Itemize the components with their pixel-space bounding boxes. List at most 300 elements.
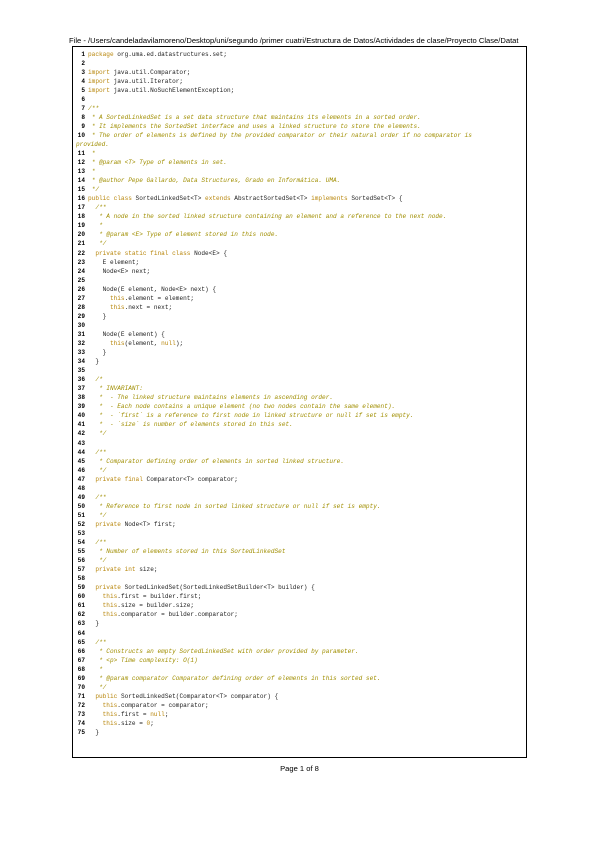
code-line bbox=[73, 59, 526, 68]
code-listing bbox=[73, 50, 526, 738]
code-line bbox=[73, 203, 526, 212]
comment-token: * Comparator defining order of elements in sorted linked structure. bbox=[88, 457, 344, 465]
line-number: 18 bbox=[77, 213, 85, 221]
line-number: 62 bbox=[77, 611, 85, 619]
code-line bbox=[73, 448, 526, 457]
line-text bbox=[88, 258, 139, 267]
line-number: 65 bbox=[77, 638, 85, 646]
code-token: .first = bbox=[117, 710, 151, 718]
line-text bbox=[88, 312, 106, 321]
line-text bbox=[88, 77, 183, 86]
line-number: 2 bbox=[81, 59, 85, 67]
code-line bbox=[73, 502, 526, 511]
comment-token: * INVARIANT: bbox=[88, 385, 143, 393]
comment-token: */ bbox=[88, 511, 107, 519]
keyword-token: implements bbox=[311, 195, 348, 203]
line-number: 21 bbox=[77, 240, 85, 248]
line-number: 35 bbox=[77, 367, 85, 375]
line-number: 13 bbox=[77, 168, 85, 176]
page-number: Page 1 of 8 bbox=[280, 764, 319, 773]
code-line bbox=[73, 393, 526, 402]
code-line bbox=[73, 638, 526, 647]
comment-token: * A SortedLinkedSet is a set data structure that maintains its elements in a sorted order. bbox=[88, 113, 421, 121]
line-number: 41 bbox=[77, 421, 85, 429]
line-number: 19 bbox=[77, 222, 85, 230]
keyword-token: public class bbox=[88, 195, 132, 203]
line-number: 39 bbox=[77, 403, 85, 411]
comment-token: * - `first` is a reference to first node in linked structure or null if set is empty. bbox=[88, 412, 414, 420]
line-text bbox=[88, 429, 106, 438]
comment-token: * Constructs an empty SortedLinkedSet with order provided by parameter. bbox=[88, 647, 359, 655]
comment-token: */ bbox=[88, 683, 107, 691]
line-text bbox=[88, 68, 190, 77]
comment-token: * A node in the sorted linked structure containing an element and a reference to the next node. bbox=[88, 213, 447, 221]
code-line bbox=[73, 601, 526, 610]
line-number: 26 bbox=[77, 285, 85, 293]
code-token: Node(E element, Node<E> next) { bbox=[88, 285, 216, 293]
code-token bbox=[88, 720, 103, 727]
code-token: .comparator = comparator; bbox=[117, 701, 209, 709]
line-text bbox=[88, 393, 333, 402]
keyword-token: import bbox=[88, 86, 110, 94]
line-number: 14 bbox=[77, 177, 85, 185]
code-token: SortedSet<T> { bbox=[347, 195, 403, 203]
line-text bbox=[88, 710, 169, 719]
keyword-token: this bbox=[102, 602, 118, 610]
line-number: 16 bbox=[77, 195, 85, 203]
code-token: SortedLinkedSet(Comparator<T> comparator) { bbox=[117, 692, 279, 700]
line-text bbox=[88, 303, 172, 312]
code-frame bbox=[72, 46, 527, 758]
code-token bbox=[88, 602, 103, 609]
line-number: 52 bbox=[77, 520, 85, 528]
code-token: ); bbox=[175, 340, 184, 347]
line-number: 69 bbox=[77, 674, 85, 682]
line-number: 58 bbox=[77, 575, 85, 583]
keyword-token: private static final class bbox=[95, 249, 191, 257]
comment-token: provided. bbox=[76, 140, 109, 148]
line-text bbox=[88, 728, 99, 737]
code-token: Node(E element) { bbox=[88, 330, 165, 338]
line-number: 72 bbox=[77, 701, 85, 709]
code-token bbox=[88, 593, 103, 600]
keyword-token: private bbox=[95, 520, 121, 528]
code-token: } bbox=[88, 729, 99, 737]
code-token bbox=[88, 711, 103, 718]
code-line bbox=[73, 674, 526, 683]
code-token: java.util.Comparator; bbox=[109, 68, 191, 76]
line-text bbox=[88, 203, 106, 212]
line-number: 31 bbox=[77, 330, 85, 338]
line-number: 28 bbox=[77, 303, 85, 311]
code-line bbox=[73, 429, 526, 438]
comment-token: * bbox=[88, 150, 96, 158]
line-text bbox=[88, 330, 165, 339]
line-number: 75 bbox=[77, 729, 85, 737]
code-line bbox=[73, 312, 526, 321]
line-text bbox=[88, 230, 278, 239]
code-token: .element = element; bbox=[124, 294, 195, 302]
comment-token: * It implements the SortedSet interface and uses a linked structure to store the elements. bbox=[88, 122, 421, 130]
code-line bbox=[73, 357, 526, 366]
code-line bbox=[73, 701, 526, 710]
comment-token: * - Each node contains a unique element (no two nodes contain the same element). bbox=[88, 403, 396, 411]
line-text bbox=[76, 140, 109, 149]
comment-token: /** bbox=[88, 539, 107, 547]
code-line bbox=[73, 68, 526, 77]
line-text bbox=[88, 683, 106, 692]
code-line bbox=[73, 475, 526, 484]
code-token: java.util.NoSuchElementException; bbox=[109, 86, 235, 94]
comment-token: /** bbox=[88, 204, 107, 212]
code-line bbox=[73, 556, 526, 565]
line-number: 71 bbox=[77, 692, 85, 700]
comment-token: * bbox=[88, 168, 96, 176]
comment-token: /* bbox=[88, 376, 103, 384]
line-number: 63 bbox=[77, 620, 85, 628]
code-line bbox=[73, 710, 526, 719]
line-number: 25 bbox=[77, 276, 85, 284]
line-text bbox=[88, 502, 381, 511]
line-number: 17 bbox=[77, 204, 85, 212]
line-text bbox=[88, 239, 106, 248]
keyword-token: null bbox=[150, 710, 165, 718]
line-number: 8 bbox=[81, 113, 85, 121]
code-line bbox=[73, 230, 526, 239]
code-line bbox=[73, 239, 526, 248]
comment-token: * @param comparator Comparator defining order of elements in this sorted set. bbox=[88, 674, 381, 682]
line-number: 12 bbox=[77, 159, 85, 167]
keyword-token: this bbox=[109, 340, 125, 347]
code-line bbox=[73, 185, 526, 194]
comment-token: /** bbox=[88, 448, 107, 456]
keyword-token: this bbox=[102, 701, 118, 709]
code-line bbox=[73, 294, 526, 303]
code-token: } bbox=[88, 358, 99, 366]
keyword-token: this bbox=[109, 303, 125, 311]
comment-token: * bbox=[88, 222, 103, 230]
line-number: 3 bbox=[81, 68, 85, 76]
line-number: 10 bbox=[77, 131, 85, 139]
code-token: } bbox=[88, 349, 107, 357]
code-line bbox=[73, 493, 526, 502]
comment-token: * - `size` is number of elements stored in this set. bbox=[88, 421, 293, 429]
line-text bbox=[88, 475, 238, 484]
code-line bbox=[73, 719, 526, 728]
line-text bbox=[88, 149, 95, 158]
line-number: 33 bbox=[77, 349, 85, 357]
line-text bbox=[88, 665, 103, 674]
comment-token: * Number of elements stored in this SortedLinkedSet bbox=[88, 548, 286, 556]
line-text bbox=[88, 466, 106, 475]
line-number: 64 bbox=[77, 629, 85, 637]
code-line bbox=[73, 149, 526, 158]
code-token: size; bbox=[135, 566, 158, 574]
line-text bbox=[88, 420, 293, 429]
code-line bbox=[73, 511, 526, 520]
line-number: 24 bbox=[77, 267, 85, 275]
comment-token: * - The linked structure maintains elements in ascending order. bbox=[88, 394, 334, 402]
code-token: SortedLinkedSet<T> bbox=[131, 195, 206, 203]
code-line bbox=[73, 212, 526, 221]
line-number: 68 bbox=[77, 665, 85, 673]
code-line bbox=[73, 592, 526, 601]
code-line bbox=[73, 267, 526, 276]
code-line bbox=[73, 95, 526, 104]
comment-token: * @param <T> Type of elements in set. bbox=[88, 159, 227, 167]
line-text bbox=[88, 50, 227, 59]
line-number: 54 bbox=[77, 539, 85, 547]
code-token: java.util.Iterator; bbox=[109, 77, 184, 85]
line-number: 50 bbox=[77, 502, 85, 510]
code-line bbox=[73, 375, 526, 384]
code-token: Node<T> first; bbox=[120, 520, 176, 528]
line-number: 27 bbox=[77, 294, 85, 302]
code-line bbox=[73, 647, 526, 656]
code-line bbox=[73, 619, 526, 628]
line-text bbox=[88, 547, 285, 556]
code-line bbox=[73, 520, 526, 529]
code-line bbox=[73, 104, 526, 113]
code-line bbox=[73, 131, 526, 140]
code-line bbox=[73, 547, 526, 556]
line-text bbox=[88, 384, 143, 393]
code-token bbox=[88, 304, 110, 311]
line-text bbox=[88, 692, 278, 701]
code-line bbox=[73, 303, 526, 312]
line-number: 32 bbox=[77, 340, 85, 347]
file-path-header: File - /Users/candeladavilamoreno/Desktop/uni/segundo /primer cuatri/Estructura de Datos/Actividades de clase/Proyecto Clase/Datat bbox=[69, 36, 519, 45]
line-number: 11 bbox=[77, 150, 85, 158]
line-text bbox=[88, 448, 106, 457]
line-text bbox=[88, 565, 158, 574]
code-line bbox=[73, 176, 526, 185]
code-line bbox=[73, 411, 526, 420]
code-line bbox=[73, 221, 526, 230]
comment-token: /** bbox=[88, 104, 99, 112]
line-number: 56 bbox=[77, 557, 85, 565]
line-text bbox=[88, 86, 234, 95]
line-number: 48 bbox=[77, 484, 85, 492]
code-token bbox=[88, 611, 103, 618]
line-text bbox=[88, 493, 106, 502]
comment-token: /** bbox=[88, 638, 107, 646]
code-token: } bbox=[88, 312, 107, 320]
line-text bbox=[88, 601, 194, 610]
line-number: 36 bbox=[77, 376, 85, 384]
code-line bbox=[73, 565, 526, 574]
code-line bbox=[73, 583, 526, 592]
line-text bbox=[88, 167, 95, 176]
code-line bbox=[73, 140, 526, 149]
code-line bbox=[73, 86, 526, 95]
keyword-token: private bbox=[95, 584, 121, 592]
line-number: 66 bbox=[77, 647, 85, 655]
code-line bbox=[73, 665, 526, 674]
line-text bbox=[88, 674, 381, 683]
line-text bbox=[88, 285, 216, 294]
code-line bbox=[73, 384, 526, 393]
line-number: 22 bbox=[77, 249, 85, 257]
code-line bbox=[73, 420, 526, 429]
line-number: 70 bbox=[77, 683, 85, 691]
code-line bbox=[73, 158, 526, 167]
comment-token: */ bbox=[88, 466, 107, 474]
keyword-token: this bbox=[102, 593, 118, 601]
code-line bbox=[73, 439, 526, 448]
line-number: 57 bbox=[77, 566, 85, 574]
code-token: .comparator = builder.comparator; bbox=[117, 611, 238, 619]
line-text bbox=[88, 719, 154, 728]
line-number: 43 bbox=[77, 439, 85, 447]
line-text bbox=[88, 249, 227, 258]
line-number: 42 bbox=[77, 430, 85, 438]
line-text bbox=[88, 402, 395, 411]
code-line bbox=[73, 194, 526, 203]
comment-token: */ bbox=[88, 557, 107, 565]
line-number: 9 bbox=[81, 122, 85, 130]
keyword-token: private int bbox=[95, 566, 136, 574]
line-text bbox=[88, 221, 103, 230]
line-number: 51 bbox=[77, 511, 85, 519]
line-number: 59 bbox=[77, 584, 85, 592]
code-token: (element, bbox=[124, 340, 162, 347]
comment-token: * <p> Time complexity: O(1) bbox=[88, 656, 198, 664]
code-token: .size = bbox=[117, 719, 147, 727]
line-text bbox=[88, 619, 99, 628]
line-number: 4 bbox=[81, 77, 85, 85]
line-text bbox=[88, 647, 359, 656]
line-number: 37 bbox=[77, 385, 85, 393]
line-number: 44 bbox=[77, 448, 85, 456]
line-text bbox=[88, 104, 99, 113]
code-token: .first = builder.first; bbox=[117, 593, 202, 601]
line-text bbox=[88, 212, 446, 221]
line-number: 74 bbox=[77, 719, 85, 727]
line-text bbox=[88, 656, 198, 665]
line-text bbox=[88, 294, 194, 303]
code-token: AbstractSortedSet<T> bbox=[230, 195, 312, 203]
code-line bbox=[73, 339, 526, 348]
line-text bbox=[88, 185, 99, 194]
comment-token: */ bbox=[88, 186, 99, 194]
code-line bbox=[73, 113, 526, 122]
line-text bbox=[88, 511, 106, 520]
line-text bbox=[88, 520, 176, 529]
keyword-token: extends bbox=[205, 195, 231, 203]
code-token: Node<E> next; bbox=[88, 267, 151, 275]
code-line bbox=[73, 692, 526, 701]
keyword-token: import bbox=[88, 68, 110, 76]
keyword-token: import bbox=[88, 77, 110, 85]
line-number: 34 bbox=[77, 358, 85, 366]
code-line bbox=[73, 50, 526, 59]
line-number: 47 bbox=[77, 475, 85, 483]
code-token: org.uma.ed.datastructures.set; bbox=[113, 50, 227, 58]
line-number: 30 bbox=[77, 321, 85, 329]
code-token: .next = next; bbox=[124, 303, 173, 311]
code-token bbox=[88, 295, 110, 302]
code-line bbox=[73, 167, 526, 176]
code-line bbox=[73, 366, 526, 375]
line-text bbox=[88, 176, 340, 185]
code-token bbox=[88, 702, 103, 709]
code-token: Node<E> { bbox=[190, 249, 227, 257]
keyword-token: private final bbox=[95, 475, 143, 483]
code-line bbox=[73, 402, 526, 411]
code-line bbox=[73, 484, 526, 493]
line-number: 6 bbox=[81, 95, 85, 103]
keyword-token: null bbox=[161, 340, 176, 347]
line-number: 73 bbox=[77, 710, 85, 718]
keyword-token: this bbox=[102, 710, 118, 718]
code-line bbox=[73, 321, 526, 330]
code-token: } bbox=[88, 620, 99, 628]
line-text bbox=[88, 592, 201, 601]
line-number: 60 bbox=[77, 593, 85, 601]
keyword-token: this bbox=[109, 294, 125, 302]
comment-token: * @param <E> Type of element stored in this node. bbox=[88, 231, 279, 239]
line-number: 67 bbox=[77, 656, 85, 664]
code-token: SortedLinkedSet(SortedLinkedSetBuilder<T> builder) { bbox=[120, 584, 315, 592]
code-line bbox=[73, 728, 526, 737]
code-line bbox=[73, 348, 526, 357]
comment-token: * The order of elements is defined by the provided comparator or their natural order if no comparator is bbox=[88, 131, 472, 139]
line-number: 15 bbox=[77, 186, 85, 194]
line-number: 7 bbox=[81, 104, 85, 112]
comment-token: * Reference to first node in sorted linked structure or null if set is empty. bbox=[88, 502, 381, 510]
line-number: 45 bbox=[77, 457, 85, 465]
comment-token: */ bbox=[88, 240, 107, 248]
line-number: 1 bbox=[81, 50, 85, 58]
line-number: 38 bbox=[77, 394, 85, 402]
code-token: Comparator<T> comparator; bbox=[142, 475, 238, 483]
code-line bbox=[73, 610, 526, 619]
keyword-token: public bbox=[95, 692, 118, 700]
code-line bbox=[73, 77, 526, 86]
code-token: E element; bbox=[88, 258, 140, 266]
keyword-token: this bbox=[102, 611, 118, 619]
code-line bbox=[73, 249, 526, 258]
line-number: 29 bbox=[77, 312, 85, 320]
line-text bbox=[88, 348, 106, 357]
line-text bbox=[88, 610, 238, 619]
code-line bbox=[73, 538, 526, 547]
code-line bbox=[73, 330, 526, 339]
line-text bbox=[88, 457, 344, 466]
line-number: 40 bbox=[77, 412, 85, 420]
line-number: 46 bbox=[77, 466, 85, 474]
code-token bbox=[88, 340, 110, 347]
line-text bbox=[88, 357, 99, 366]
line-number: 55 bbox=[77, 548, 85, 556]
line-text bbox=[88, 538, 106, 547]
code-line bbox=[73, 466, 526, 475]
line-text bbox=[88, 339, 183, 348]
line-text bbox=[88, 411, 413, 420]
line-text bbox=[88, 131, 472, 140]
line-text bbox=[88, 701, 209, 710]
code-line bbox=[73, 529, 526, 538]
code-line bbox=[73, 629, 526, 638]
code-token: .size = builder.size; bbox=[117, 602, 195, 610]
code-line bbox=[73, 656, 526, 665]
comment-token: * @author Pepe Gallardo, Data Structures, Grado en Informática. UMA. bbox=[88, 177, 341, 185]
line-text bbox=[88, 556, 106, 565]
line-text bbox=[88, 583, 315, 592]
line-text bbox=[88, 158, 227, 167]
code-line bbox=[73, 574, 526, 583]
